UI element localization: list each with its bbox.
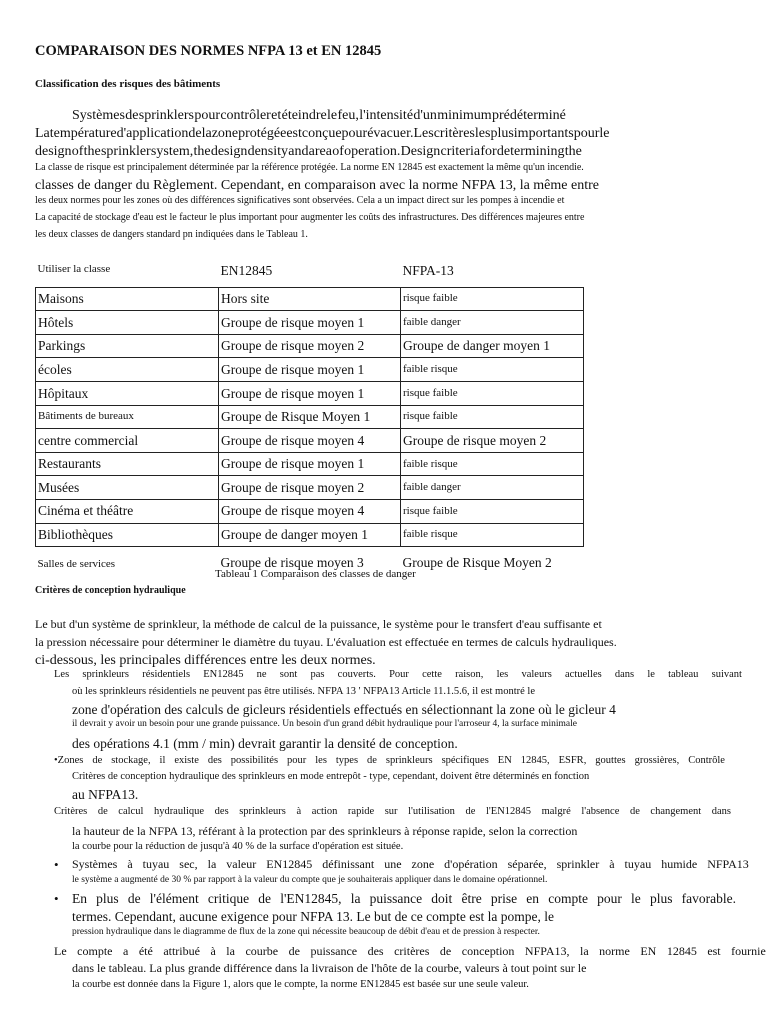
table-cell-use-class: centre commercial <box>36 429 219 453</box>
list-item-line: où les sprinkleurs résidentiels ne peuvent pas être utilisés. NFPA 13 ' NFPA13 Article 11.1.5.6, il est montré le <box>72 686 535 697</box>
table-row <box>36 429 584 453</box>
list-item-first-line: Le compte a été attribué à la courbe de puissance des critères de conception NFPA13, la norme EN 12845 est fournie <box>54 944 766 958</box>
list-item-first-line: •Zones de stockage, il existe des possibilités pour les types de sprinkleurs spécifiques EN 12845, ESFR, gouttes grossières, Contrôle <box>54 755 725 766</box>
list-item-line: la courbe est donnée dans la Figure 1, alors que le compte, la norme EN12845 est basée sur une seule valeur. <box>72 979 529 990</box>
table-cell-use-class: Restaurants <box>36 452 219 476</box>
hazard-class-table <box>35 262 584 570</box>
table-cell-use-class: Cinéma et théâtre <box>36 499 219 523</box>
table-cell-use-class: Salles de services <box>37 557 116 570</box>
table-header-row <box>36 262 584 287</box>
table-cell-en12845: Groupe de risque moyen 2 <box>219 476 401 500</box>
section-heading-risk-classification: Classification des risques des bâtiments <box>35 78 221 90</box>
table-cell-en12845: Groupe de risque moyen 4 <box>219 499 401 523</box>
list-item-line: des opérations 4.1 (mm / min) devrait garantir la densité de conception. <box>72 736 458 751</box>
table-cell-en12845: Groupe de risque moyen 2 <box>219 334 401 358</box>
list-item-line: au NFPA13. <box>72 787 139 802</box>
list-item-first-line: Critères de calcul hydraulique des sprinkleurs à action rapide sur l'utilisation de l'EN12845 malgré l'absence de changement dans <box>54 806 731 817</box>
table-cell-use-class: écoles <box>36 358 219 382</box>
table-cell-nfpa13: faible danger <box>401 311 584 335</box>
table-cell-nfpa13: risque faible <box>401 287 584 311</box>
table-row <box>36 452 584 476</box>
list-item-line: pression hydraulique dans le diagramme de flux de la zone qui nécessite beaucoup de débit d'eau et de pression à respecter. <box>72 927 540 937</box>
paragraph-line: ci-dessous, les principales différences entre les deux normes. <box>35 653 376 668</box>
paragraph-line: la pression nécessaire pour déterminer le diamètre du tuyau. L'évaluation est effectuée en termes de calculs hydrauliques. <box>35 635 617 649</box>
table-cell-en12845: Groupe de Risque Moyen 1 <box>219 405 401 429</box>
table-row <box>36 523 584 547</box>
table-cell-use-class: Hôtels <box>36 311 219 335</box>
table-cell-nfpa13: Groupe de risque moyen 2 <box>401 429 584 453</box>
list-item-line: termes. Cependant, aucune exigence pour NFPA 13. Le but de ce compte est la pompe, le <box>72 909 554 924</box>
table-cell-nfpa13: risque faible <box>401 499 584 523</box>
paragraph-line: les deux classes de dangers standard pn indiquées dans le Tableau 1. <box>35 229 308 240</box>
table-cell-en12845: Groupe de risque moyen 3 <box>220 555 364 570</box>
table-header-cell: NFPA-13 <box>402 263 454 278</box>
list-item-first-line: Systèmes à tuyau sec, la valeur EN12845 définissant une zone d'opération séparée, sprinkler à tuyau humide NFPA13 <box>72 857 749 871</box>
table-row <box>36 547 584 570</box>
table-cell-nfpa13: faible risque <box>401 523 584 547</box>
table-cell-use-class: Bâtiments de bureaux <box>36 405 219 429</box>
table-row <box>36 334 584 358</box>
list-item-line: le système a augmenté de 30 % par rapport à la valeur du compte que je souhaiterais appliquer dans le domaine opérationnel. <box>72 875 548 885</box>
paragraph-line: Le but d'un système de sprinkleur, la méthode de calcul de la puissance, le système pour le transfert d'eau suffisante et <box>35 617 602 631</box>
table-cell-en12845: Hors site <box>219 287 401 311</box>
paragraph-line: Systèmes de sprinklers pour contrôler et éteindre le feu, l'intensité d'un minimum prédéterminé <box>72 108 566 123</box>
paragraph-line: les deux normes pour les zones où des différences significatives sont observées. Cela a un impact direct sur les pompes à incendie et <box>35 195 565 206</box>
table-row <box>36 405 584 429</box>
paragraph-line: La capacité de stockage d'eau est le facteur le plus important pour augmenter les coûts des infrastructures. Des différences majeures entre <box>35 212 585 223</box>
section-heading-hydraulic-design: Critères de conception hydraulique <box>35 585 186 596</box>
table-cell-en12845: Groupe de danger moyen 1 <box>219 523 401 547</box>
table-header-cell: EN12845 <box>220 263 273 278</box>
table-cell-nfpa13: risque faible <box>401 381 584 405</box>
paragraph-line: La classe de risque est principalement déterminée par la référence protégée. La norme EN 12845 est exactement la même qu'un incendie. <box>35 162 584 173</box>
table-row <box>36 358 584 382</box>
table-row <box>36 311 584 335</box>
list-item-line: il devrait y avoir un besoin pour une grande puissance. Un besoin d'un grand débit hydraulique pour l'arroseur 4, la surface minimale <box>72 719 577 729</box>
list-item-line: dans le tableau. La plus grande différence dans la livraison de l'hôte de la courbe, valeurs à tout point sur le <box>72 961 587 975</box>
table-cell-nfpa13: faible risque <box>401 358 584 382</box>
table-row <box>36 476 584 500</box>
list-item-first-line: En plus de l'élément critique de l'EN12845, la puissance doit être prise en compte pour le plus favorable. <box>72 891 736 906</box>
table-caption: Tableau 1 Comparaison des classes de danger <box>215 568 416 580</box>
list-item-line: la hauteur de la NFPA 13, référant à la protection par des sprinkleurs à réponse rapide, selon la correction <box>72 824 578 838</box>
table-cell-nfpa13: faible danger <box>401 476 584 500</box>
document-title: COMPARAISON DES NORMES NFPA 13 et EN 12845 <box>35 43 382 59</box>
table-cell-use-class: Hôpitaux <box>36 381 219 405</box>
table-row <box>36 381 584 405</box>
table-cell-en12845: Groupe de risque moyen 4 <box>219 429 401 453</box>
table-cell-nfpa13: Groupe de Risque Moyen 2 <box>402 555 552 570</box>
table-header-cell: Utiliser la classe <box>37 263 111 275</box>
table-cell-en12845: Groupe de risque moyen 1 <box>219 358 401 382</box>
bullet-icon: • <box>54 891 59 906</box>
paragraph-line: design of the sprinkler system, the design density and area of operation. Design criteria for determining the <box>35 144 582 159</box>
list-item-line: la courbe pour la réduction de jusqu'à 40 % de la surface d'opération est située. <box>72 841 404 852</box>
paragraph-line: La température d'application de la zone protégée est conçue pour évacuer. Les critères les plus importants pour le <box>35 126 610 141</box>
bullet-icon: • <box>54 857 59 872</box>
table-cell-nfpa13: faible risque <box>401 452 584 476</box>
table-cell-en12845: Groupe de risque moyen 1 <box>219 452 401 476</box>
paragraph-line: classes de danger du Règlement. Cependant, en comparaison avec la norme NFPA 13, la même entre <box>35 178 599 193</box>
table-cell-use-class: Parkings <box>36 334 219 358</box>
list-item-first-line: Les sprinkleurs résidentiels EN12845 ne sont pas couverts. Pour cette raison, les valeurs actuelles dans le tableau suivant <box>54 669 742 680</box>
table-cell-nfpa13: Groupe de danger moyen 1 <box>401 334 584 358</box>
table-cell-en12845: Groupe de risque moyen 1 <box>219 381 401 405</box>
list-item-line: zone d'opération des calculs de gicleurs résidentiels effectués en sélectionnant la zone où le gicleur 4 <box>72 702 616 717</box>
table-cell-nfpa13: risque faible <box>401 405 584 429</box>
table-cell-en12845: Groupe de risque moyen 1 <box>219 311 401 335</box>
table-cell-use-class: Bibliothèques <box>36 523 219 547</box>
table-cell-use-class: Maisons <box>36 287 219 311</box>
table-row <box>36 499 584 523</box>
table-row <box>36 287 584 311</box>
list-item-line: Critères de conception hydraulique des sprinkleurs en mode entrepôt - type, cependant, doivent être déterminés en fonction <box>72 771 590 782</box>
table-cell-use-class: Musées <box>36 476 219 500</box>
